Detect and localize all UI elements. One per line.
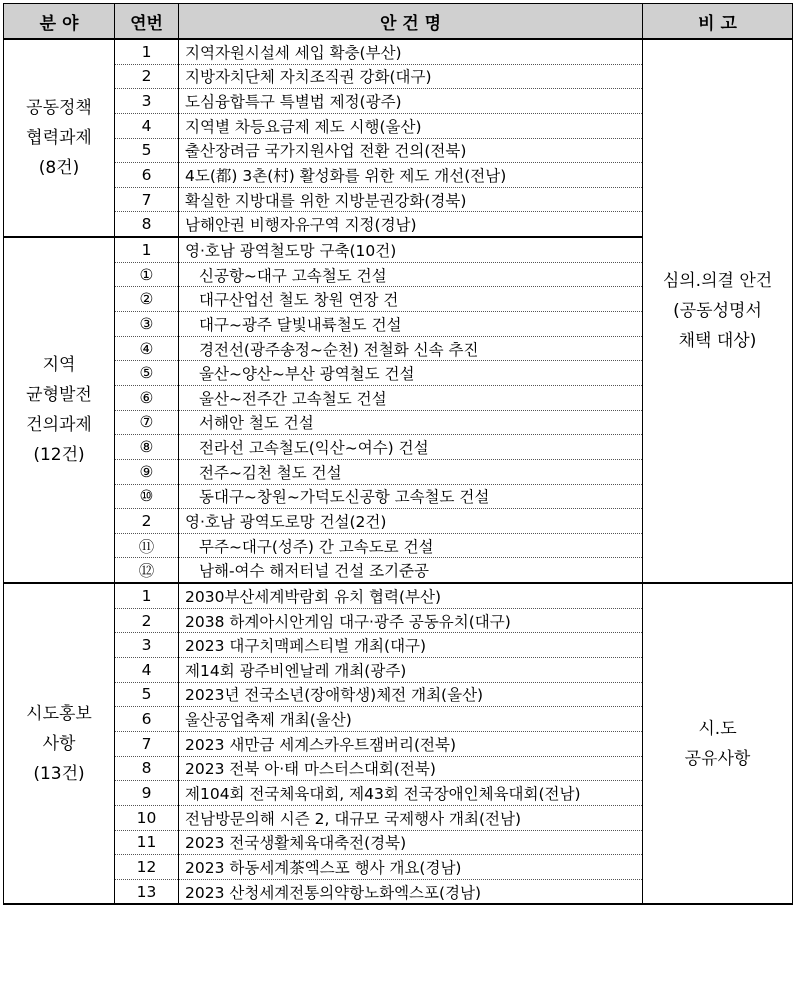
item-number: ② <box>115 287 179 312</box>
note-line: 채택 대상) <box>678 331 757 352</box>
item-number: 2 <box>115 608 179 633</box>
item-title: 무주~대구(성주) 간 고속도로 건설 <box>179 533 643 558</box>
item-number: 3 <box>115 89 179 114</box>
agenda-document <box>3 3 793 905</box>
note-cell <box>643 39 793 583</box>
category-line: (12건) <box>33 445 85 466</box>
note-line: (공동성명서 <box>673 301 762 322</box>
item-title: 2038 하계아시안게임 대구·광주 공동유치(대구) <box>179 608 643 633</box>
item-title: 전라선 고속철도(익산~여수) 건설 <box>179 435 643 460</box>
item-number: ⑥ <box>115 385 179 410</box>
category-cell <box>4 39 115 237</box>
table-row <box>4 583 793 608</box>
item-number: 12 <box>115 855 179 880</box>
item-number: 6 <box>115 707 179 732</box>
item-number: 7 <box>115 731 179 756</box>
item-number: 8 <box>115 756 179 781</box>
header-row <box>4 4 793 40</box>
category-line: 건의과제 <box>26 415 92 436</box>
category-line: 시도홍보 <box>26 703 92 724</box>
category-line: 사항 <box>42 733 76 754</box>
header-note: 비 고 <box>643 4 793 40</box>
item-number: 5 <box>115 138 179 163</box>
item-number: ⑦ <box>115 410 179 435</box>
item-title: 지역자원시설세 세입 확충(부산) <box>179 39 643 64</box>
category-cell <box>4 237 115 583</box>
item-number: 1 <box>115 583 179 608</box>
item-title: 서해안 철도 건설 <box>179 410 643 435</box>
note-line: 시.도 <box>698 718 737 739</box>
item-title: 울산공업축제 개최(울산) <box>179 707 643 732</box>
item-number: 2 <box>115 64 179 89</box>
item-title: 지방자치단체 자치조직권 강화(대구) <box>179 64 643 89</box>
item-number: ① <box>115 262 179 287</box>
item-title: 제14회 광주비엔날레 개최(광주) <box>179 658 643 683</box>
item-number: 9 <box>115 781 179 806</box>
item-title: 전남방문의해 시즌 2, 대규모 국제행사 개최(전남) <box>179 805 643 830</box>
item-title: 2023 하동세계茶엑스포 행사 개요(경남) <box>179 855 643 880</box>
item-number: ⑧ <box>115 435 179 460</box>
item-number: ③ <box>115 312 179 337</box>
category-line: (13건) <box>33 763 85 784</box>
item-number: ⑩ <box>115 484 179 509</box>
item-title: 지역별 차등요금제 제도 시행(울산) <box>179 113 643 138</box>
table-row <box>4 39 793 64</box>
item-title: 2023 산청세계전통의약항노화엑스포(경남) <box>179 879 643 904</box>
item-title: 신공항~대구 고속철도 건설 <box>179 262 643 287</box>
header-title: 안 건 명 <box>179 4 643 40</box>
item-number: 11 <box>115 830 179 855</box>
header-category: 분 야 <box>4 4 115 40</box>
item-number: ④ <box>115 336 179 361</box>
item-number: 6 <box>115 163 179 188</box>
item-title: 2023 새만금 세계스카우트잼버리(전북) <box>179 731 643 756</box>
category-line: 균형발전 <box>26 385 92 406</box>
item-title: 경전선(광주송정~순천) 전철화 신속 추진 <box>179 336 643 361</box>
item-number: 10 <box>115 805 179 830</box>
item-title: 대구산업선 철도 창원 연장 건 <box>179 287 643 312</box>
item-number: 2 <box>115 509 179 534</box>
item-title: 2030부산세계박람회 유치 협력(부산) <box>179 583 643 608</box>
item-title: 출산장려금 국가지원사업 전환 건의(전북) <box>179 138 643 163</box>
item-title: 영·호남 광역도로망 건설(2건) <box>179 509 643 534</box>
item-number: 4 <box>115 658 179 683</box>
agenda-table <box>3 3 793 905</box>
item-number: ⑨ <box>115 459 179 484</box>
item-number: 4 <box>115 113 179 138</box>
item-title: 2023년 전국소년(장애학생)체전 개최(울산) <box>179 682 643 707</box>
agenda-body <box>4 39 793 904</box>
header-number: 연번 <box>115 4 179 40</box>
item-number: 1 <box>115 39 179 64</box>
item-title: 2023 대구치맥페스티벌 개최(대구) <box>179 633 643 658</box>
category-line: (8건) <box>38 158 80 179</box>
item-title: 2023 전북 아·태 마스터스대회(전북) <box>179 756 643 781</box>
item-title: 울산~양산~부산 광역철도 건설 <box>179 361 643 386</box>
item-title: 제104회 전국체육대회, 제43회 전국장애인체육대회(전남) <box>179 781 643 806</box>
item-title: 전주~김천 철도 건설 <box>179 459 643 484</box>
item-number: ⑪ <box>115 533 179 558</box>
item-title: 울산~전주간 고속철도 건설 <box>179 385 643 410</box>
item-number: 7 <box>115 187 179 212</box>
item-number: 8 <box>115 212 179 237</box>
note-line: 공유사항 <box>684 748 751 769</box>
category-cell <box>4 583 115 904</box>
item-number: ⑫ <box>115 558 179 583</box>
category-line: 지역 <box>42 355 76 376</box>
item-title: 2023 전국생활체육대축전(경북) <box>179 830 643 855</box>
item-title: 남해안권 비행자유구역 지정(경남) <box>179 212 643 237</box>
item-title: 대구~광주 달빛내륙철도 건설 <box>179 312 643 337</box>
category-line: 협력과제 <box>26 128 92 149</box>
item-title: 남해-여수 해저터널 건설 조기준공 <box>179 558 643 583</box>
item-title: 확실한 지방대를 위한 지방분권강화(경북) <box>179 187 643 212</box>
item-number: 3 <box>115 633 179 658</box>
note-line: 심의.의결 안건 <box>662 271 773 292</box>
note-cell <box>643 583 793 904</box>
item-number: 13 <box>115 879 179 904</box>
item-number: ⑤ <box>115 361 179 386</box>
item-title: 도심융합특구 특별법 제정(광주) <box>179 89 643 114</box>
item-number: 1 <box>115 237 179 262</box>
item-title: 동대구~창원~가덕도신공항 고속철도 건설 <box>179 484 643 509</box>
item-number: 5 <box>115 682 179 707</box>
category-line: 공동정책 <box>26 98 92 119</box>
item-title: 4도(都) 3촌(村) 활성화를 위한 제도 개선(전남) <box>179 163 643 188</box>
item-title: 영·호남 광역철도망 구축(10건) <box>179 237 643 262</box>
